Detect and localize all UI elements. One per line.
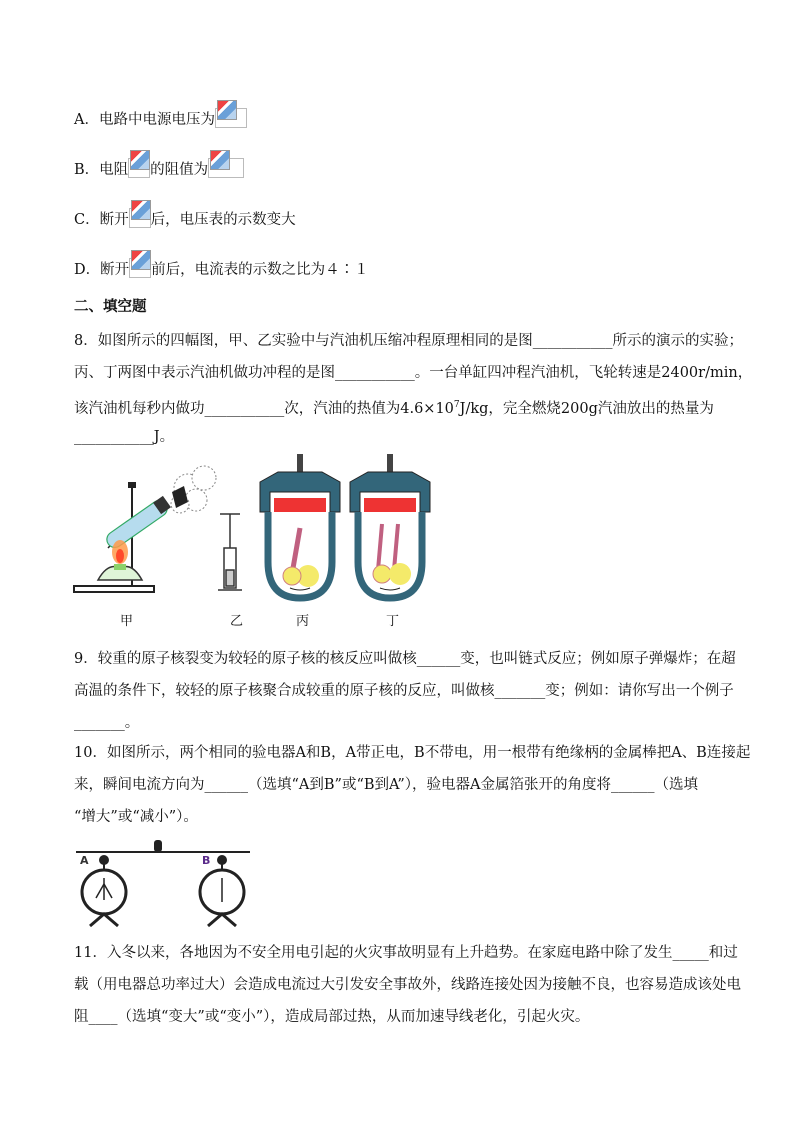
q9-line-2: 高温的条件下，较轻的原子核聚合成较重的原子核的反应，叫做核_______变；例如：请你写出一个例子 — [74, 683, 734, 699]
option-d-text-2: 前后，电流表的示数之比为４∶１ — [151, 262, 369, 278]
q10-line-2: 来，瞬间电流方向为______（选填“A到B”或“B到A”），验电器A金属箔张开的角度将______（选填 — [74, 777, 698, 793]
label-b: B — [202, 854, 211, 867]
formula-image-icon — [129, 258, 151, 278]
caption-ding: 丁 — [386, 614, 400, 629]
q9-line-1: 9．较重的原子核裂变为较轻的原子核的核反应叫做核______变，也叫链式反应；例如原子弹爆炸；在超 — [74, 651, 736, 667]
engine-diagram-bing — [260, 454, 340, 598]
q11-line-3: 阻____（选填“变大”或“变小”），造成局部过热，从而加速导线老化，引起火灾。 — [74, 1009, 590, 1025]
test-tube-apparatus — [74, 466, 216, 592]
q11-line-2: 载（用电器总功率过大）会造成电流过大引发安全事故外，线路连接处因为接触不良，也容易造成该处电 — [74, 977, 741, 993]
caption-jia: 甲 — [120, 614, 134, 629]
option-c-text-1: C．断开 — [74, 212, 129, 228]
q8-line-2: 丙、丁两图中表示汽油机做功冲程的是图___________。一台单缸四冲程汽油机，飞轮转速是2400r/min， — [74, 365, 753, 381]
q10-line-3: “增大”或“减小”）。 — [74, 809, 198, 825]
q9-line-3: _______。 — [74, 715, 140, 731]
q8-exponent: 7 — [453, 400, 460, 410]
option-b-text-1: B．电阻 — [74, 162, 129, 178]
q8-figure — [60, 452, 500, 602]
option-a-text: A．电路中电源电压为 — [74, 112, 215, 128]
q8-line-1: 8．如图所示的四幅图，甲、乙实验中与汽油机压缩冲程原理相同的是图___________所示的演示的实验； — [74, 333, 743, 349]
formula-image-icon — [215, 108, 247, 128]
option-d — [74, 258, 369, 281]
option-c — [74, 208, 296, 231]
q10-line-1: 10．如图所示，两个相同的验电器A和B，A带正电，B不带电，用一根带有绝缘柄的金属棒把A、B连接起 — [74, 745, 751, 761]
option-b — [74, 158, 244, 181]
option-c-text-2: 后，电压表的示数变大 — [150, 212, 296, 228]
section-title: 二、填空题 — [74, 299, 147, 315]
q11-line-1: 11．入冬以来，各地因为不安全用电引起的火灾事故明显有上升趋势。在家庭电路中除了发生_____和过 — [74, 945, 738, 961]
q8-line-3 — [74, 394, 714, 420]
q8-line-3b: J/kg，完全燃烧200g汽油放出的热量为 — [459, 400, 714, 417]
q8-line-3a: 该汽油机每秒内做功___________次，汽油的热值为4.6×10 — [74, 400, 454, 417]
caption-yi: 乙 — [230, 614, 244, 629]
formula-image-icon — [129, 208, 151, 228]
option-d-text-1: D．断开 — [74, 262, 130, 278]
option-b-text-2: 的阻值为 — [150, 162, 209, 178]
label-a: A — [80, 854, 89, 867]
engine-diagram-ding — [350, 454, 430, 598]
q10-electroscope-figure — [74, 838, 254, 928]
formula-image-icon — [128, 158, 150, 178]
option-a — [74, 108, 247, 131]
air-pump — [218, 514, 242, 590]
q8-line-4: ___________J。 — [74, 429, 175, 445]
caption-bing: 丙 — [296, 614, 310, 629]
formula-image-icon — [208, 158, 244, 178]
